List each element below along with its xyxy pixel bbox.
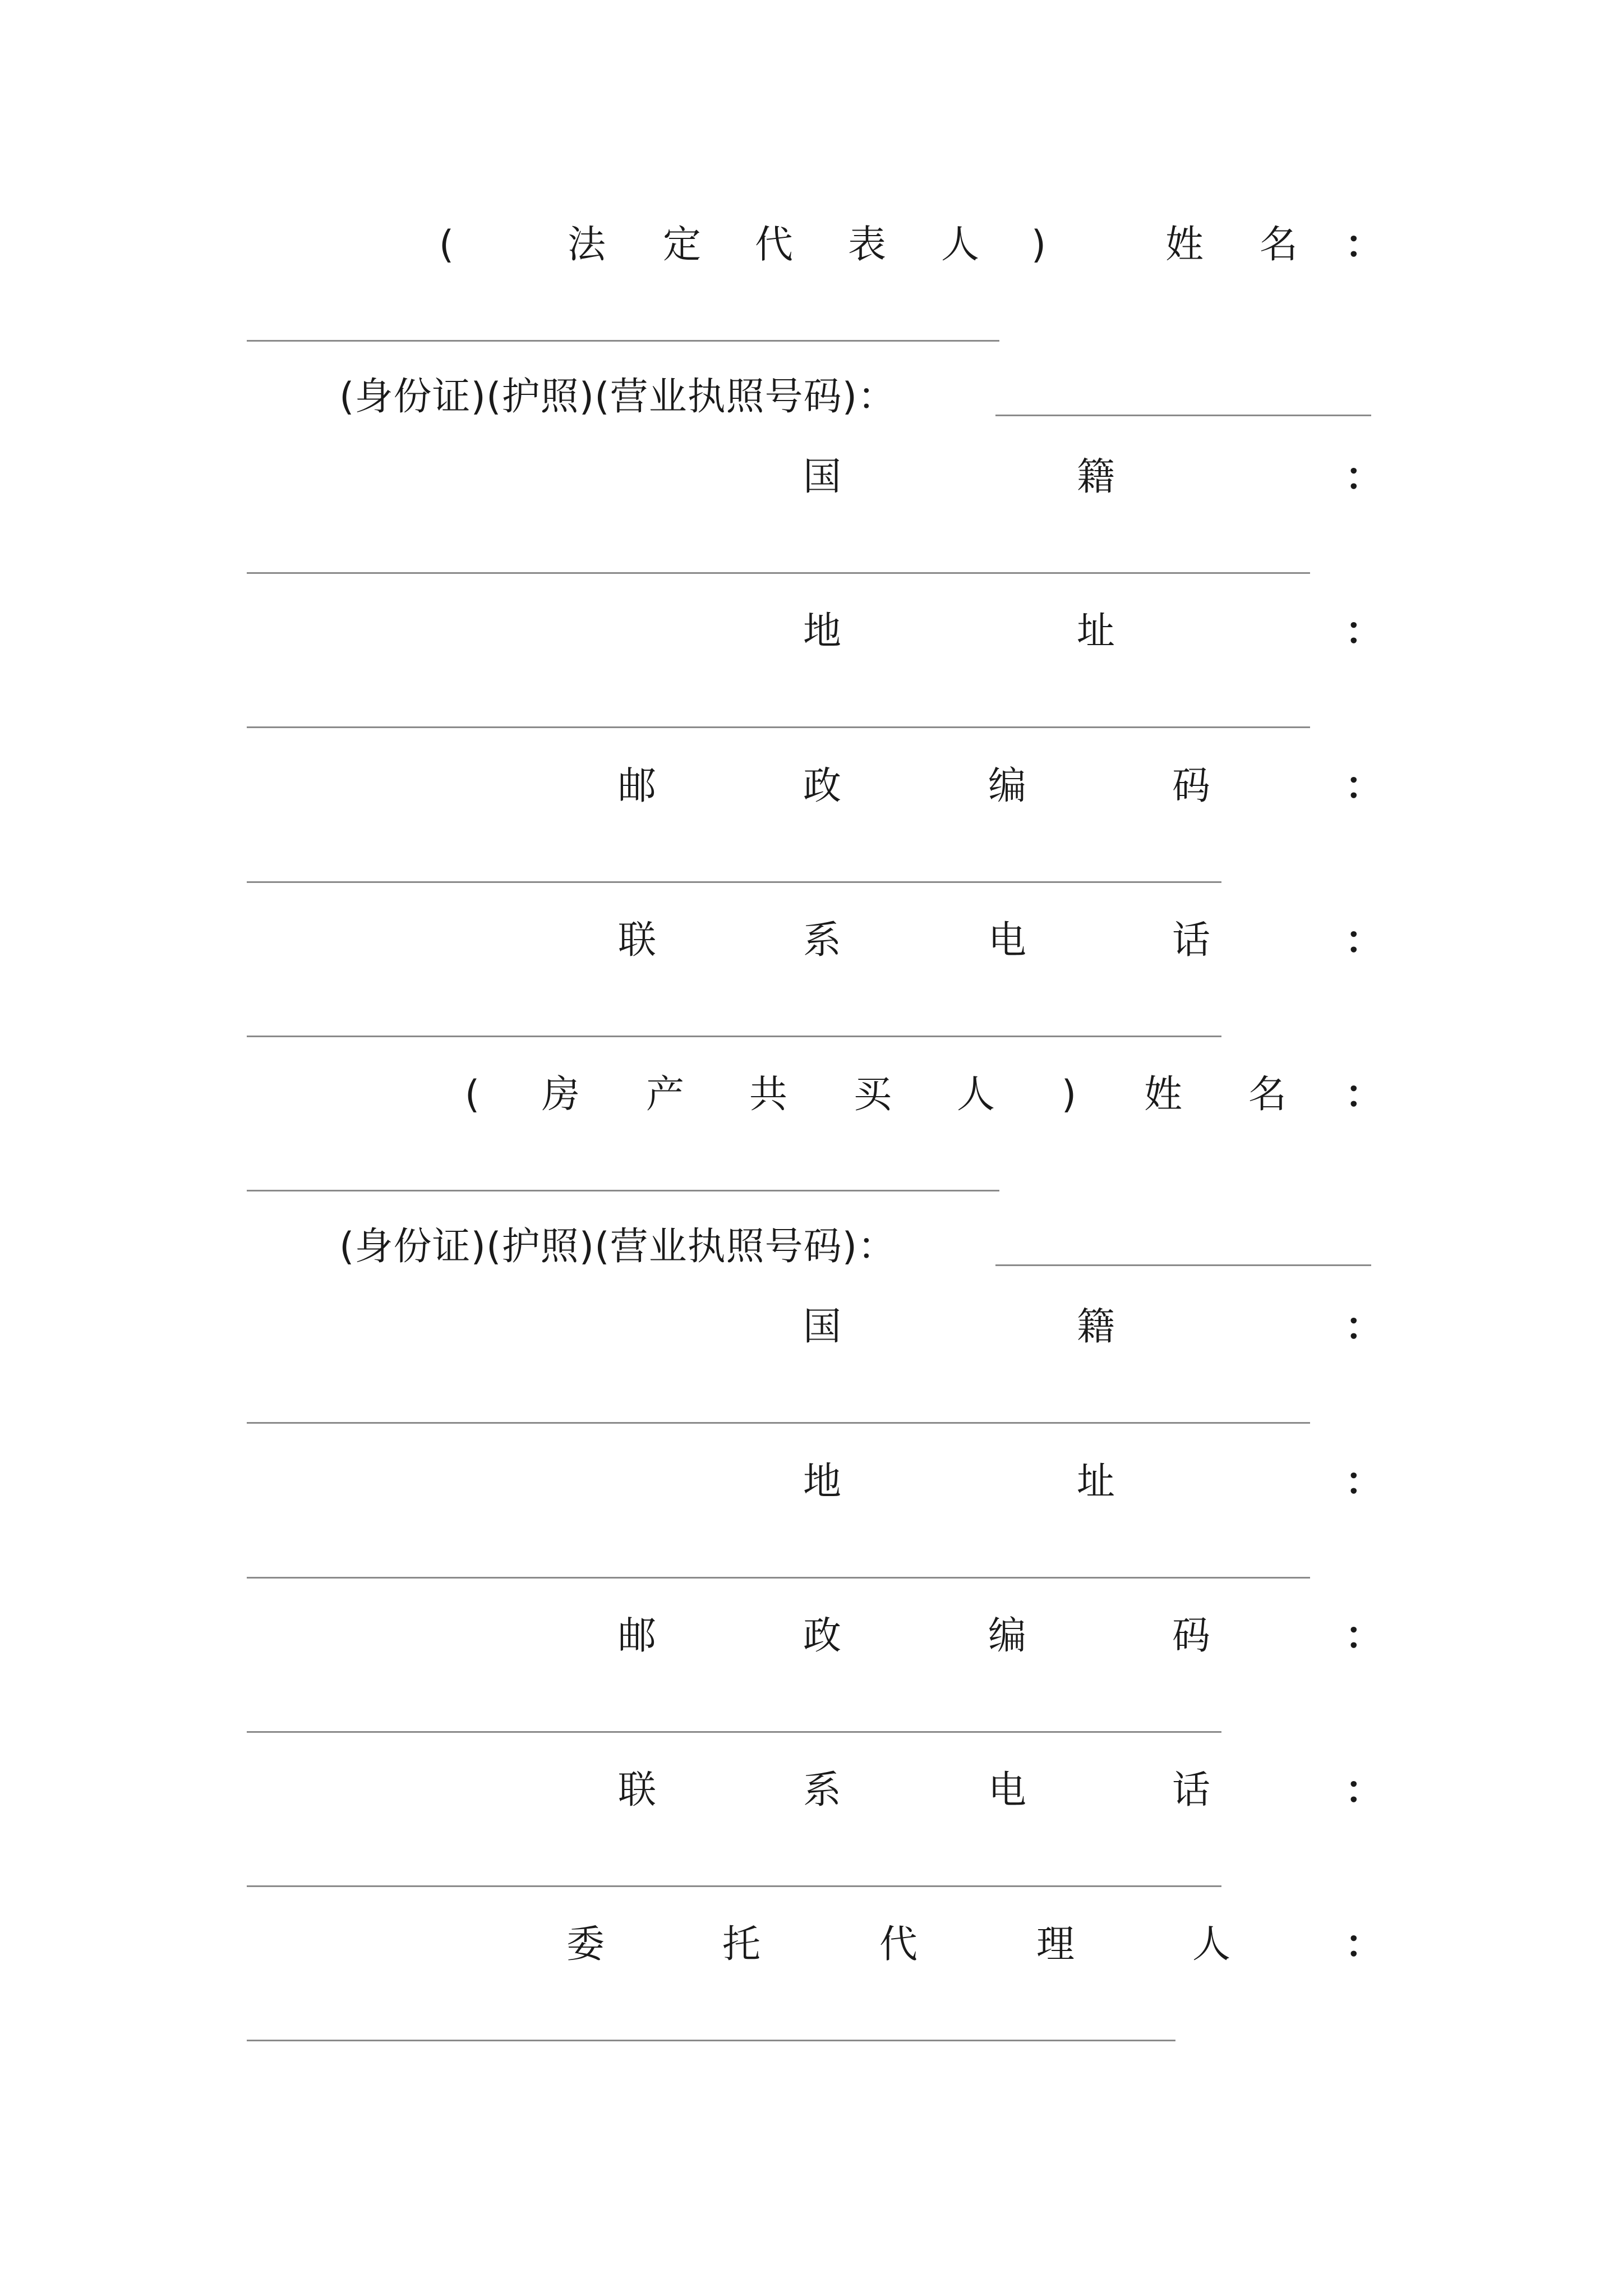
legal-rep-id-row [339,361,1371,434]
co-buyer-nationality-row [247,1291,1384,1364]
label-char: 名 [1259,223,1298,267]
label-char: 代 [879,1922,918,1967]
label-char: 址 [1076,1460,1115,1504]
label-char: 地 [803,609,842,654]
label-char: 政 [803,764,842,808]
co-buyer-name-field[interactable] [247,1190,999,1191]
label-char: 买 [853,1073,892,1117]
co-buyer-nationality-field[interactable] [247,1422,1310,1424]
agent-row [247,1908,1384,1981]
colon: ： [1345,1073,1384,1117]
label-char: 邮 [617,1614,657,1658]
label-char: 国 [803,1305,842,1349]
legal-rep-address-field[interactable] [247,726,1310,728]
legal-rep-nationality-field[interactable] [247,572,1310,574]
colon: ： [1345,1614,1384,1658]
label-char: 定 [662,223,702,267]
label-char: 地 [803,1460,842,1504]
label-char: 表 [847,223,887,267]
colon: ： [1345,1768,1384,1812]
colon: ： [1345,1460,1384,1504]
co-buyer-address-row [247,1446,1384,1519]
label-char: 人 [940,223,980,267]
label-char: 编 [988,1614,1027,1658]
label-char: 人 [956,1073,995,1117]
label-char: 房 [541,1073,580,1117]
label-char: 编 [988,764,1027,808]
colon: ： [1345,764,1384,808]
label-char: 托 [722,1922,761,1967]
co-buyer-name-row [247,1059,1384,1131]
label-char: 邮 [617,764,657,808]
colon: ： [1345,918,1384,963]
label-char: 址 [1076,609,1115,654]
id-label: (身份证)(护照)(营业执照号码)： [339,375,897,419]
legal-rep-nationality-row [247,441,1384,514]
label-char: 联 [617,1768,657,1812]
label-char: 共 [749,1073,788,1117]
label-char: ( [439,223,454,267]
label-char: 理 [1036,1922,1075,1967]
label-char: 产 [645,1073,685,1117]
agent-field[interactable] [247,2040,1175,2041]
label-char: 联 [617,918,657,963]
label-char: 人 [1192,1922,1231,1967]
label-char: 电 [988,918,1027,963]
colon: ： [1345,455,1384,499]
colon: ： [1345,1305,1384,1349]
legal-rep-name-field[interactable] [247,340,999,342]
label-char: 代 [754,223,794,267]
label-char: 系 [803,1768,842,1812]
label-char: 政 [803,1614,842,1658]
label-char: 电 [988,1768,1027,1812]
legal-rep-phone-field[interactable] [247,1036,1221,1037]
label-char: 系 [803,918,842,963]
colon: ： [1345,609,1384,654]
colon: ： [1345,223,1384,267]
label-char: 国 [803,455,842,499]
label-char: 姓 [1144,1073,1183,1117]
label-char: 话 [1172,918,1211,963]
label-char: 籍 [1076,1305,1115,1349]
label-char: 名 [1248,1073,1287,1117]
legal-rep-postcode-row [247,750,1384,823]
label-char: 码 [1172,1614,1211,1658]
legal-rep-postcode-field[interactable] [247,881,1221,883]
legal-rep-phone-row [247,904,1384,977]
legal-rep-id-field[interactable] [995,415,1371,416]
co-buyer-postcode-row [247,1600,1384,1673]
legal-rep-address-row [247,595,1384,668]
co-buyer-phone-row [247,1754,1384,1827]
legal-rep-name-row [247,209,1384,282]
label-char: 籍 [1076,455,1115,499]
colon: ： [1345,1922,1384,1967]
co-buyer-id-row [339,1211,1371,1283]
label-char: 码 [1172,764,1211,808]
co-buyer-address-field[interactable] [247,1577,1310,1579]
co-buyer-id-field[interactable] [995,1264,1371,1266]
label-char: 法 [567,223,606,267]
label-char: 话 [1172,1768,1211,1812]
label-char: 姓 [1165,223,1204,267]
id-label: (身份证)(护照)(营业执照号码)： [339,1225,897,1269]
co-buyer-postcode-field[interactable] [247,1731,1221,1733]
label-char: ( [464,1073,480,1117]
label-char: ) [1061,1073,1077,1117]
co-buyer-phone-field[interactable] [247,1885,1221,1887]
label-char: ) [1031,223,1046,267]
label-char: 委 [566,1922,605,1967]
